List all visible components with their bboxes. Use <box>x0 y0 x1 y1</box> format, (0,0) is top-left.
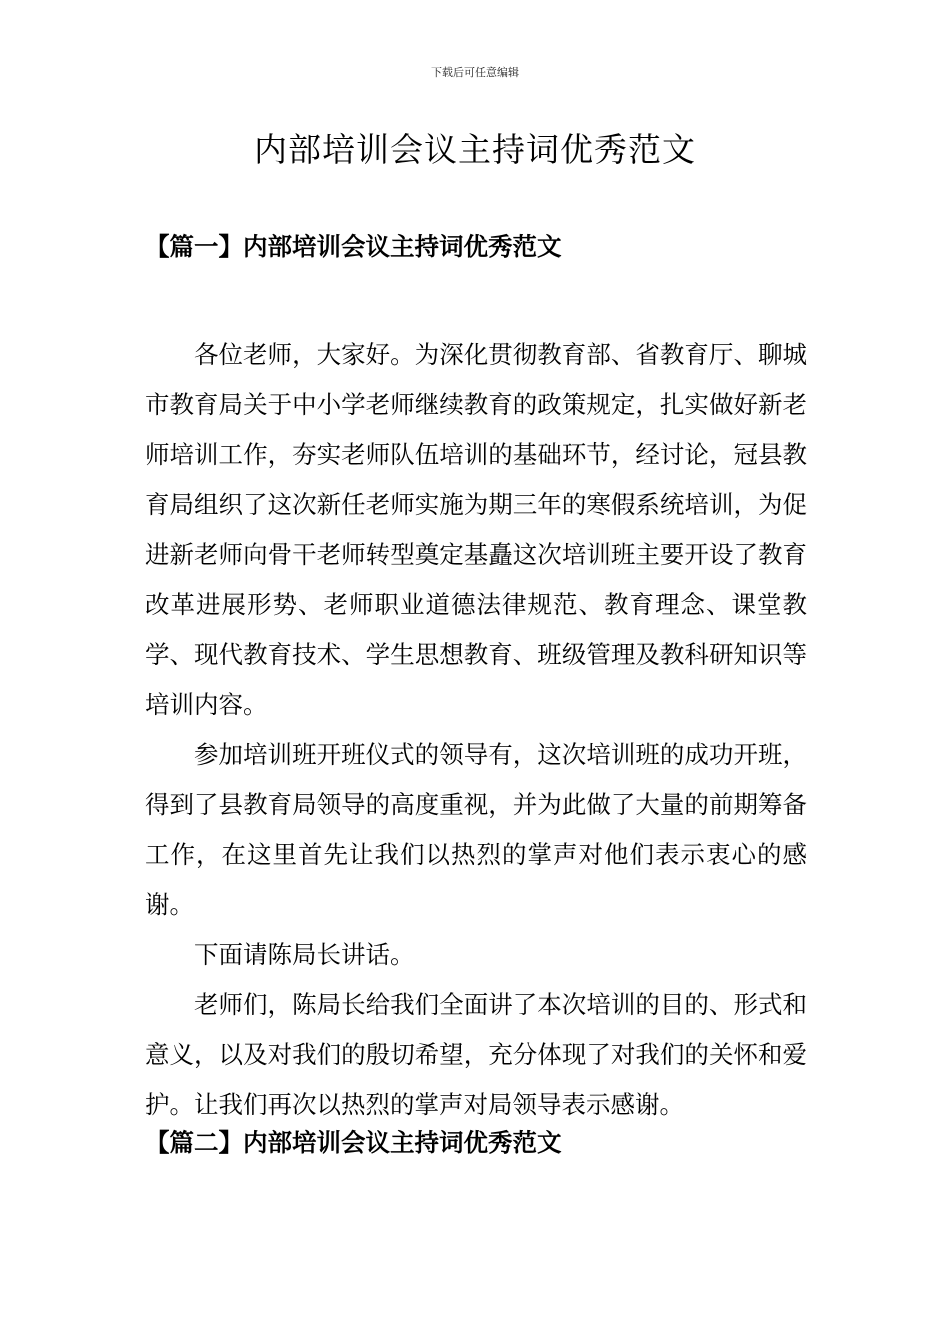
header-note: 下载后可任意编辑 <box>431 66 519 79</box>
document-title: 内部培训会议主持词优秀范文 <box>254 130 696 169</box>
paragraph-3: 下面请陈局长讲话。 <box>194 940 415 969</box>
section-heading-2: 【篇二】内部培训会议主持词优秀范文 <box>145 1128 562 1157</box>
section-1-body <box>145 330 807 1130</box>
paragraph-4: 老师们，陈局长给我们全面讲了本次培训的目的、形式和意义，以及对我们的殷切希望，充分体现了对我们的关怀和爱护。让我们再次以热烈的掌声对局领导表示感谢。 <box>145 990 807 1119</box>
section-heading-1: 【篇一】内部培训会议主持词优秀范文 <box>145 232 562 261</box>
paragraph-1: 各位老师，大家好。为深化贯彻教育部、省教育厅、聊城市教育局关于中小学老师继续教育的政策规定，扎实做好新老师培训工作，夯实老师队伍培训的基础环节，经讨论，冠县教育局组织了这次新任老师实施为期三年的寒假系统培训，为促进新老师向骨干老师转型奠定基矗这次培训班主要开设了教育改革进展形势、老师职业道德法律规范、教育理念、课堂教学、现代教育技术、学生思想教育、班级管理及教科研知识等培训内容。 <box>145 340 807 719</box>
paragraph-2: 参加培训班开班仪式的领导有，这次培训班的成功开班，得到了县教育局领导的高度重视，并为此做了大量的前期筹备工作，在这里首先让我们以热烈的掌声对他们表示衷心的感谢。 <box>145 740 807 919</box>
